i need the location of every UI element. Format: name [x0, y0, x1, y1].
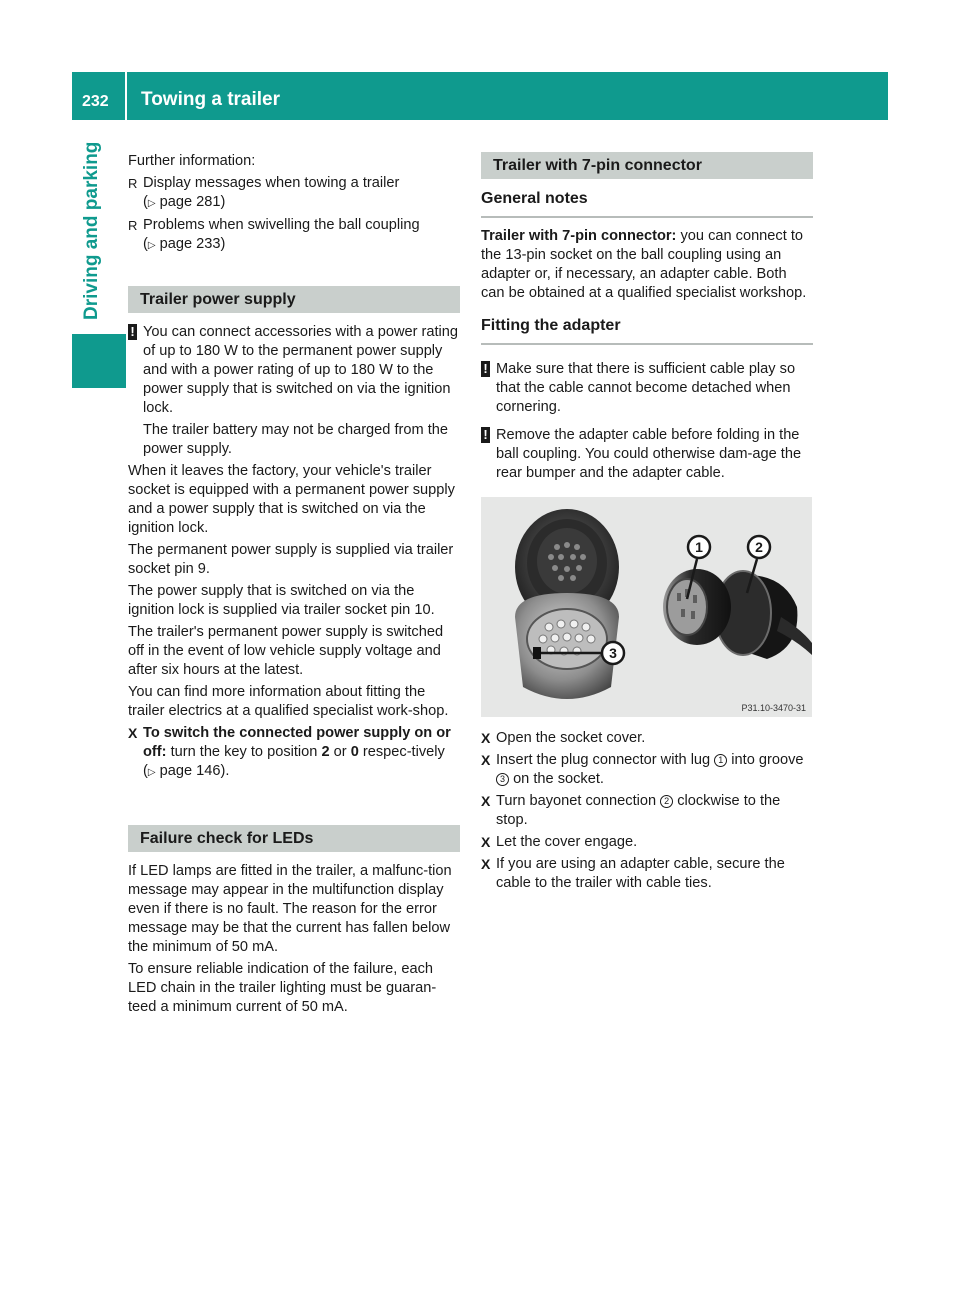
header-divider: [125, 72, 127, 120]
page-ref-link[interactable]: page 146).: [159, 763, 230, 779]
paragraph: The trailer's permanent power supply is switched off in the event of low vehicle supply voltage and after six hours at the latest.: [128, 624, 444, 678]
page-ref-icon: ▷: [147, 240, 156, 251]
bullet-icon: R: [128, 218, 138, 233]
warning-icon: !: [128, 324, 137, 340]
instruction-step: X Turn bayonet connection 2 clockwise to the stop.: [481, 793, 781, 828]
warning-icon: !: [481, 427, 490, 443]
arrow-icon: X: [481, 856, 491, 872]
chapter-marker: [72, 334, 126, 388]
subheading-general-notes: General notes: [481, 189, 813, 218]
page-ref-icon: ▷: [147, 767, 156, 778]
instruction-step: X To switch the connected power supply on or off: turn the key to position 2 or 0 respec-tively (▷ page 146).: [128, 725, 451, 779]
arrow-icon: X: [128, 725, 138, 741]
list-item: R Problems when swivelling the ball coupling (▷ page 233): [128, 217, 420, 252]
instruction-step: X If you are using an adapter cable, secure the cable to the trailer with cable ties.: [481, 856, 785, 891]
paragraph: When it leaves the factory, your vehicle's trailer socket is equipped with a permanent power supply and a power supply that is switched on via the ignition lock.: [128, 463, 455, 536]
page-ref-icon: ▷: [147, 198, 156, 209]
arrow-icon: X: [481, 730, 491, 746]
bullet-icon: R: [128, 176, 138, 191]
instruction-step: X Insert the plug connector with lug 1 into groove 3 on the socket.: [481, 752, 804, 787]
paragraph: You can find more information about fitting the trailer electrics at a qualified specialist work-shop.: [128, 684, 449, 719]
warning-icon: !: [481, 361, 490, 377]
paragraph: The permanent power supply is supplied via trailer socket pin 9.: [128, 542, 454, 577]
section-heading-7pin: Trailer with 7-pin connector: [481, 152, 813, 179]
instruction-step: X Open the socket cover.: [481, 730, 646, 746]
subheading-fitting-adapter: Fitting the adapter: [481, 316, 813, 345]
figure-code: P31.10-3470-31: [741, 703, 806, 713]
warning-subnote: The trailer battery may not be charged from the power supply.: [143, 422, 448, 457]
svg-text:3: 3: [609, 645, 617, 661]
arrow-icon: X: [481, 834, 491, 850]
paragraph: If LED lamps are fitted in the trailer, a malfunc-tion message may appear in the multifunction display even if there is no fault. The reason for the error message may be that the current has fallen below the minimum of 50 mA.: [128, 863, 452, 955]
svg-text:2: 2: [755, 539, 763, 555]
list-item: R Display messages when towing a trailer (▷ page 281): [128, 175, 400, 210]
page-title: Towing a trailer: [141, 89, 281, 110]
svg-text:1: 1: [695, 539, 703, 555]
adapter-plug: [663, 569, 812, 659]
adapter-figure: [481, 497, 812, 717]
arrow-icon: X: [481, 752, 491, 768]
page-ref-link[interactable]: page 281): [159, 194, 226, 210]
further-info-label: Further information:: [128, 153, 256, 169]
arrow-icon: X: [481, 793, 491, 809]
section-heading-led: Failure check for LEDs: [128, 825, 460, 852]
left-column: [128, 152, 460, 1020]
right-column: [481, 152, 813, 896]
chapter-side-label: Driving and parking: [81, 141, 102, 320]
callout-ref-3: 3: [496, 773, 509, 786]
page-ref-link[interactable]: page 233): [159, 236, 226, 252]
callout-ref-2: 2: [660, 795, 673, 808]
paragraph: Trailer with 7-pin connector: you can connect to the 13-pin socket on the ball coupling using an adapter or, if necessary, an adapter cable. Both can be obtained at a qualified specialist workshop.: [481, 228, 807, 301]
paragraph: The power supply that is switched on via the ignition lock is supplied via trailer socket pin 10.: [128, 583, 435, 618]
warning-note: ! You can connect accessories with a power rating of up to 180 W to the permanent power supply and with a power rating of up to 180 W to the power supply that is switched on via the ignition lock.: [128, 323, 460, 418]
instruction-step: X Let the cover engage.: [481, 834, 638, 850]
section-heading-power: Trailer power supply: [128, 286, 460, 313]
socket-and-adapter-illustration: [481, 497, 812, 717]
paragraph: To ensure reliable indication of the failure, each LED chain in the trailer lighting must be guaran-teed a minimum current of 50 mA.: [128, 961, 437, 1015]
callout-ref-1: 1: [714, 754, 727, 767]
warning-note: ! Remove the adapter cable before folding in the ball coupling. You could otherwise dam-age the rear bumper and the adapter cable.: [481, 426, 813, 483]
page-number: 232: [82, 93, 109, 110]
warning-note: ! Make sure that there is sufficient cable play so that the cable cannot become detached when cornering.: [481, 360, 813, 417]
